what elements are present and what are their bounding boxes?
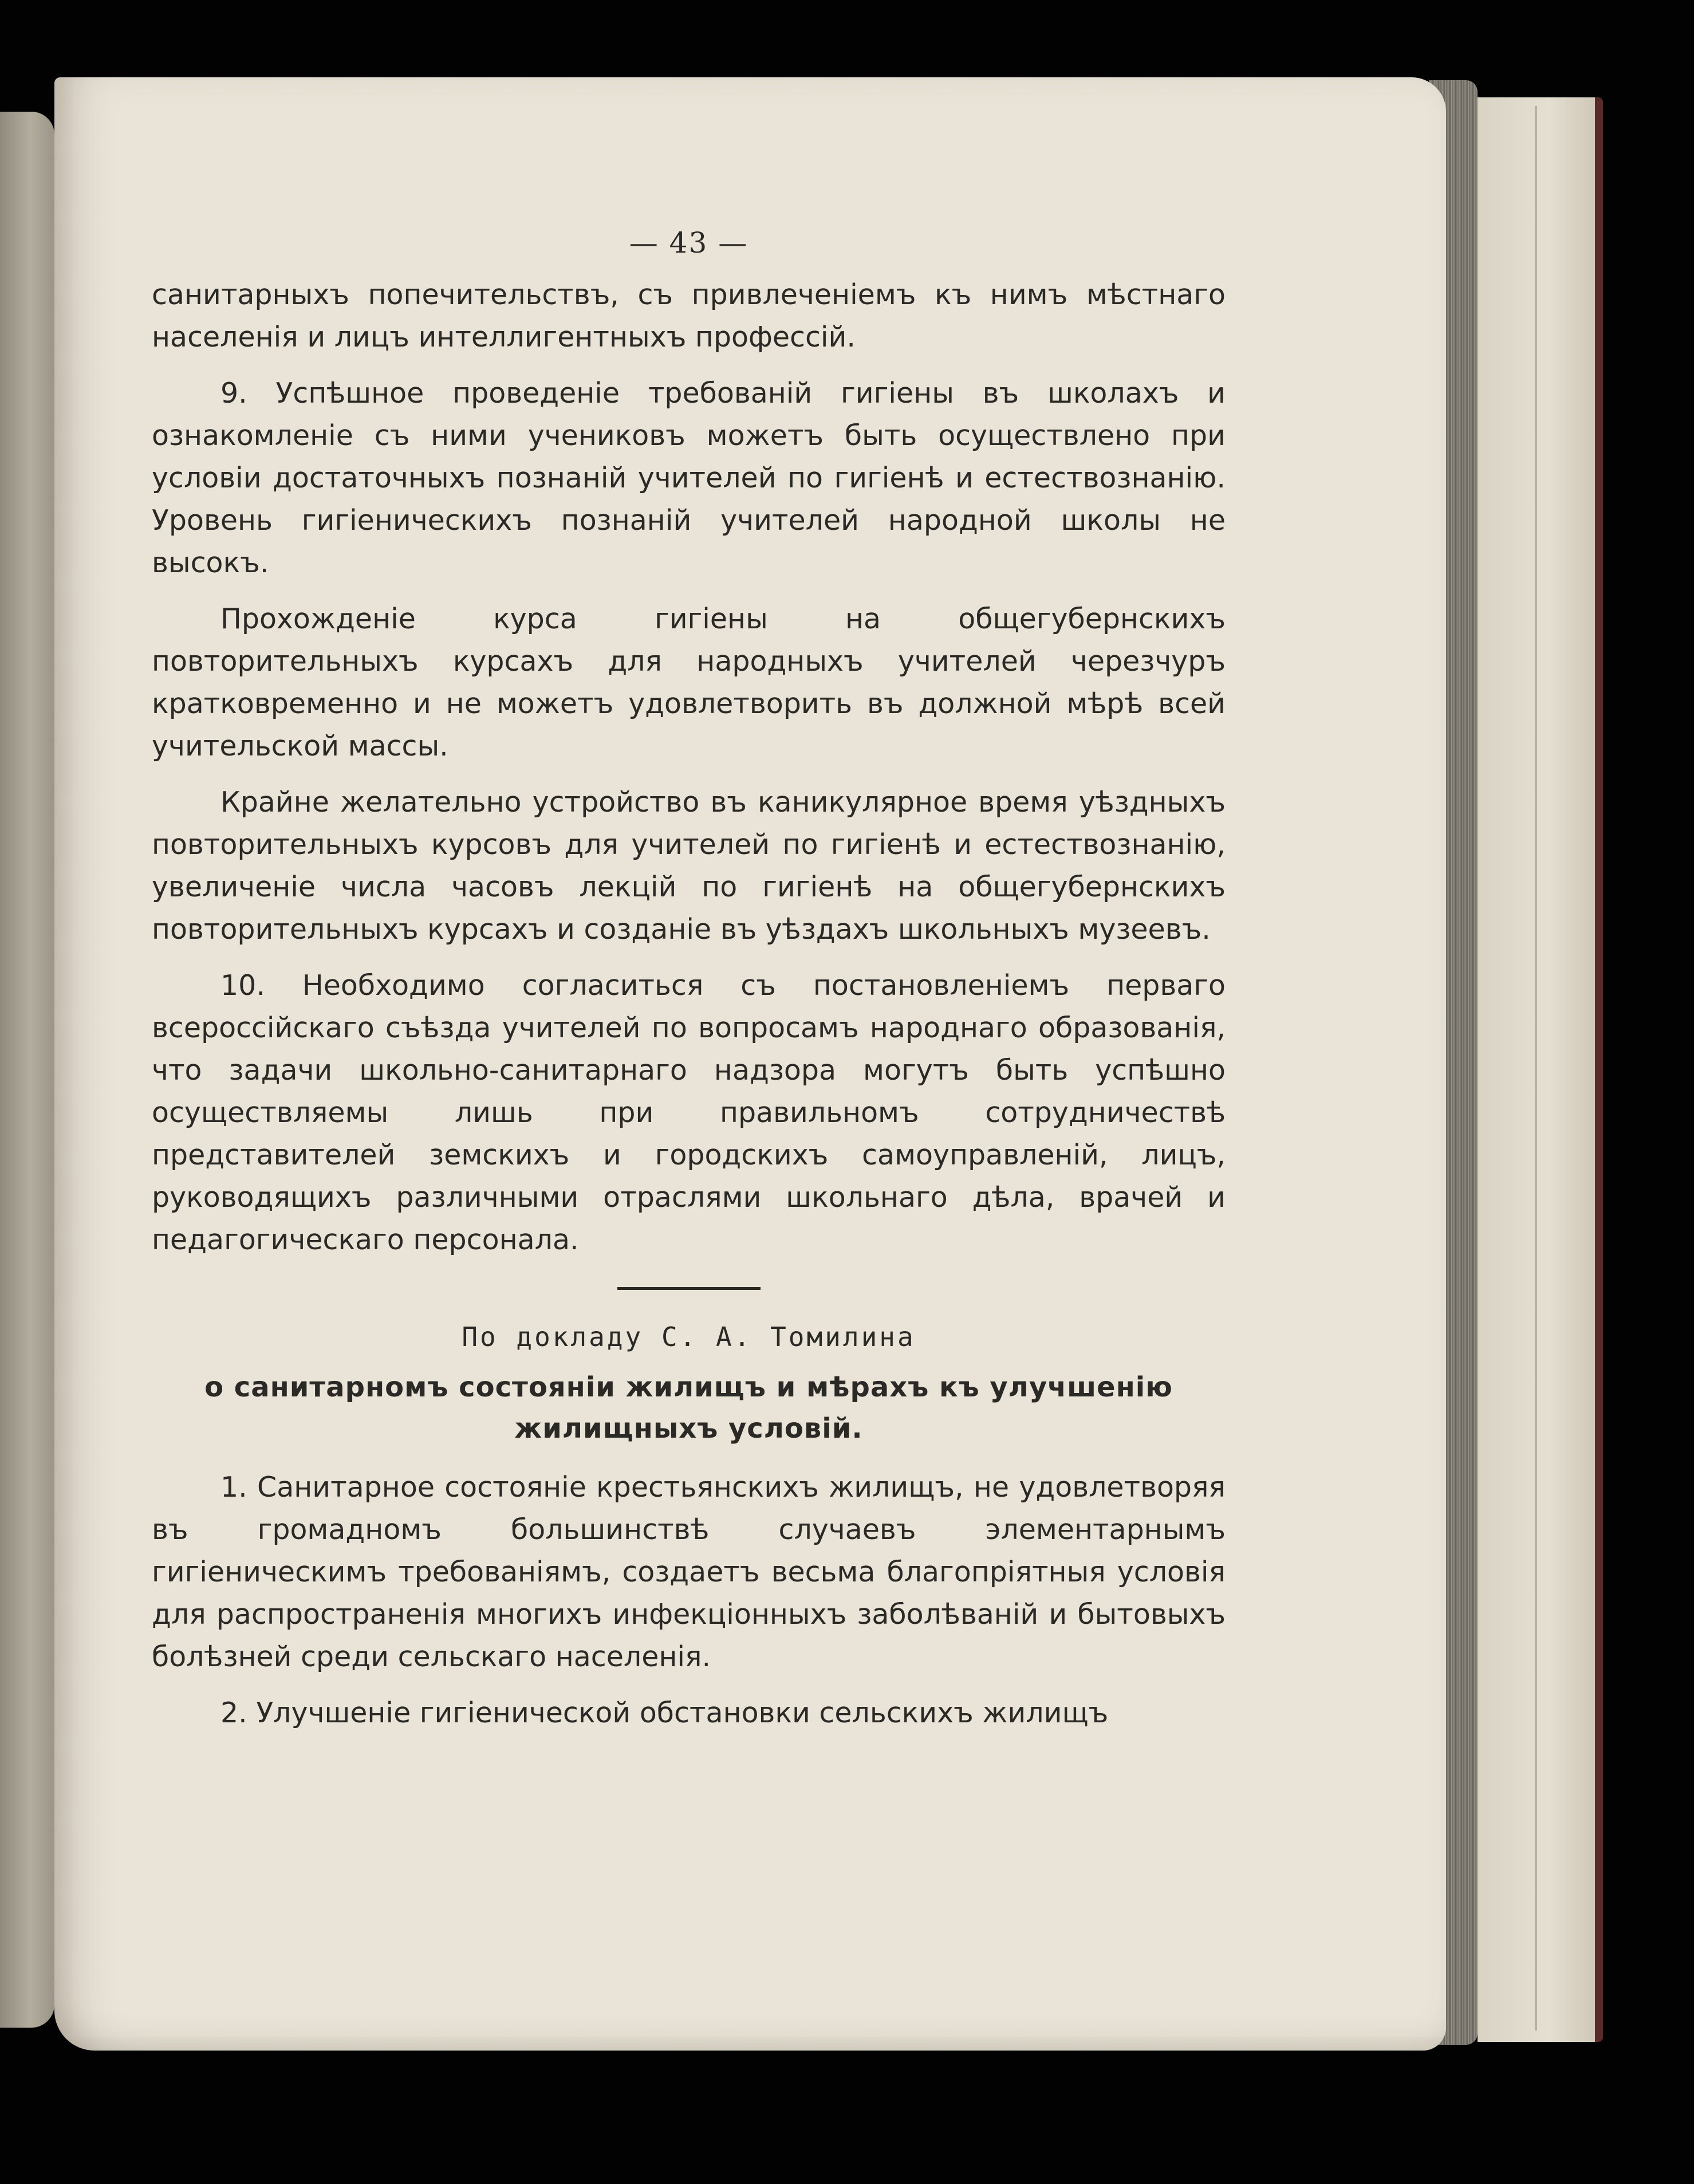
cover-rule-line <box>1535 106 1537 2030</box>
paragraph-course: Прохожденіе курса гигіены на общегубернскихъ повторительныхъ курсахъ для народныхъ учителей черезчуръ кратковременно и не можетъ удовлетворить въ должной мѣрѣ всей учительской массы. <box>152 603 1226 762</box>
page-number: — 43 — <box>629 226 748 259</box>
page-text-block <box>152 226 1226 1734</box>
paragraph-item-1: 1. Санитарное состояніе крестьянскихъ жилищъ, не удовлетворяя въ громадномъ большинствѣ случаевъ элементарнымъ гигіеническимъ требованіямъ, создаетъ весьма благопріятныя условія для распространенія многихъ инфекціонныхъ заболѣваній и бытовыхъ болѣзней среди сельскаго населенія. <box>152 1471 1226 1673</box>
section-divider <box>617 1287 761 1290</box>
paragraph-recommendation: Крайне желательно устройство въ каникулярное время уѣздныхъ повторительныхъ курсовъ для учителей по гигіенѣ и естествознанію, увеличеніе числа часовъ лекцій по гигіенѣ на общегубернскихъ повторительныхъ курсахъ и созданіе въ уѣздахъ школьныхъ музеевъ. <box>152 786 1226 946</box>
back-cover <box>1478 97 1603 2042</box>
paragraph-continuation: санитарныхъ попечительствъ, съ привлеченіемъ къ нимъ мѣстнаго населенія и лицъ интеллигентныхъ профессій. <box>152 278 1226 353</box>
report-byline: По докладу С. А. Томилина <box>462 1321 916 1352</box>
left-facing-page-edge <box>0 112 54 2028</box>
report-title: о санитарномъ состояніи жилищъ и мѣрахъ къ улучшенію жилищныхъ условій. <box>204 1371 1173 1445</box>
paragraph-item-10: 10. Необходимо согласиться съ постановленіемъ перваго всероссійскаго съѣзда учителей по вопросамъ народнаго образованія, что задачи школьно-санитарнаго надзора могутъ быть успѣшно осуществляемы лишь при правильномъ сотрудничествѣ представителей земскихъ и городскихъ самоуправленій, лицъ, руководящихъ различными отраслями школьнаго дѣла, врачей и педагогическаго персонала. <box>152 969 1226 1256</box>
paragraph-item-9: 9. Успѣшное проведеніе требованій гигіены въ школахъ и ознакомленіе съ ними учениковъ можетъ быть осуществлено при условіи достаточныхъ познаній учителей по гигіенѣ и естествознанію. Уровень гигіеническихъ познаній учителей народной школы не высокъ. <box>152 377 1226 579</box>
paragraph-item-2: 2. Улучшеніе гигіенической обстановки сельскихъ жилищъ <box>220 1697 1109 1729</box>
